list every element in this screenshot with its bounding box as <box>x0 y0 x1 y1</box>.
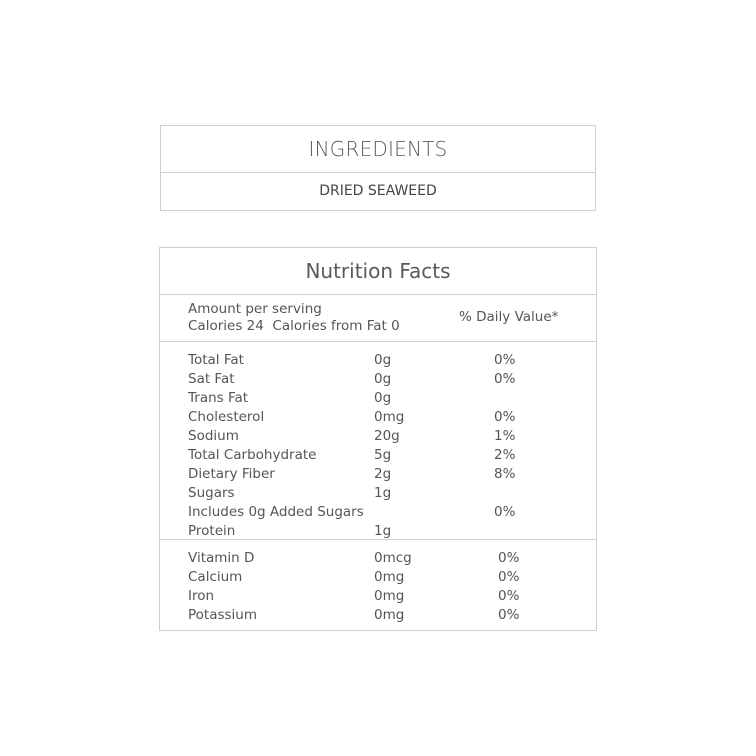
ingredients-panel <box>160 125 596 211</box>
vitamin-amount: 0mcg <box>374 550 412 566</box>
vitamin-daily-value: 0% <box>498 607 520 623</box>
nutrition-facts-panel <box>159 247 597 631</box>
vitamin-name: Vitamin D <box>188 550 255 566</box>
vitamin-amount: 0mg <box>374 588 405 604</box>
serving-summary <box>160 295 596 342</box>
serving-info <box>188 301 400 335</box>
nutrient-row <box>160 446 596 465</box>
nutrient-row <box>160 503 596 522</box>
nutrient-daily-value: 0% <box>494 504 516 520</box>
vitamin-row <box>160 549 596 568</box>
nutrient-name: Cholesterol <box>188 409 265 425</box>
nutrient-amount: 5g <box>374 447 392 463</box>
nutrient-row <box>160 389 596 408</box>
nutrient-name: Total Fat <box>188 352 244 368</box>
nutrient-row <box>160 484 596 503</box>
nutrient-row <box>160 427 596 446</box>
nutrient-amount: 1g <box>374 485 392 501</box>
vitamin-name: Potassium <box>188 607 258 623</box>
nutrient-daily-value: 1% <box>494 428 516 444</box>
vitamin-amount: 0mg <box>374 607 405 623</box>
nutrient-name: Dietary Fiber <box>188 466 275 482</box>
vitamin-row <box>160 568 596 587</box>
vitamin-amount: 0mg <box>374 569 405 585</box>
vitamin-daily-value: 0% <box>498 569 520 585</box>
nutrient-amount: 0g <box>374 352 392 368</box>
nutrient-row <box>160 465 596 484</box>
nutrient-amount: 1g <box>374 523 392 539</box>
calories-line: Calories 24 Calories from Fat 0 <box>188 318 400 334</box>
amount-per-serving-label: Amount per serving <box>188 301 322 317</box>
ingredients-text: DRIED SEAWEED <box>319 183 437 199</box>
vitamin-daily-value: 0% <box>498 588 520 604</box>
vitamin-daily-value: 0% <box>498 550 520 566</box>
nutrient-name: Sodium <box>188 428 239 444</box>
nutrient-name: Sugars <box>188 485 235 501</box>
nutrient-amount: 0g <box>374 371 392 387</box>
nutrient-daily-value: 8% <box>494 466 516 482</box>
vitamin-row <box>160 606 596 625</box>
nutrient-name: Trans Fat <box>188 390 249 406</box>
nutrient-list <box>160 342 596 540</box>
nutrient-name: Total Carbohydrate <box>188 447 317 463</box>
vitamin-name: Iron <box>188 588 215 604</box>
nutrient-amount: 2g <box>374 466 392 482</box>
daily-value-header: % Daily Value* <box>459 309 559 325</box>
vitamin-name: Calcium <box>188 569 243 585</box>
nutrient-amount: 20g <box>374 428 400 444</box>
nutrient-row <box>160 351 596 370</box>
vitamin-mineral-list <box>160 540 596 625</box>
nutrition-facts-title: Nutrition Facts <box>160 248 596 295</box>
nutrient-name: Protein <box>188 523 236 539</box>
nutrient-name: Sat Fat <box>188 371 235 387</box>
nutrient-daily-value: 0% <box>494 371 516 387</box>
nutrient-row <box>160 408 596 427</box>
nutrient-row <box>160 370 596 389</box>
nutrient-row <box>160 522 596 541</box>
nutrient-daily-value: 0% <box>494 352 516 368</box>
nutrient-daily-value: 0% <box>494 409 516 425</box>
vitamin-row <box>160 587 596 606</box>
ingredients-title: INGREDIENTS <box>161 126 595 173</box>
nutrient-name: Includes 0g Added Sugars <box>188 504 364 520</box>
nutrient-amount: 0g <box>374 390 392 406</box>
nutrient-daily-value: 2% <box>494 447 516 463</box>
nutrient-amount: 0mg <box>374 409 405 425</box>
